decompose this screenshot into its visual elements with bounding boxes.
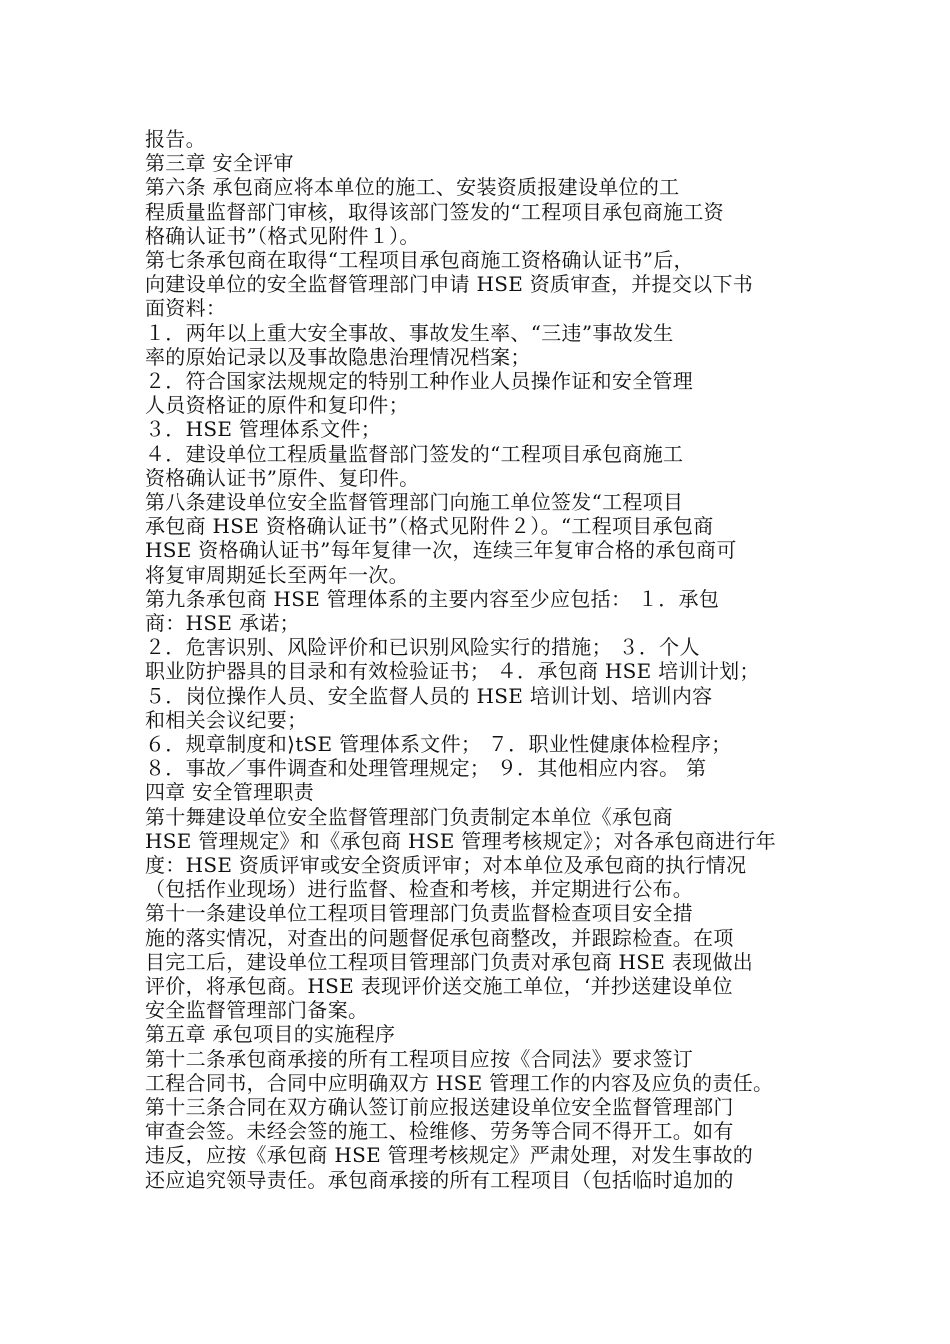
text-line: 度：HSE 资质评审或安全资质评审；对本单位及承包商的执行情况: [145, 853, 747, 877]
text-line: ３．HSE 管理体系文件；: [145, 417, 381, 442]
text-line: （包括作业现场）进行监督、检查和考核，并定期进行公布。: [145, 877, 694, 902]
text-line: ４．建设单位工程质量监督部门签发的“工程项目承包商施工: [145, 441, 684, 466]
text-line: 目完工后，建设单位工程项目管理部门负责对承包商 HSE 表现做出: [145, 949, 754, 974]
text-line: 第十三条合同在双方确认签订前应报送建设单位安全监督管理部门: [145, 1095, 734, 1119]
text-line: 将复审周期延长至两年一次。: [145, 562, 409, 587]
text-line: 安全监督管理部门备案。: [145, 998, 369, 1023]
text-line: 承包商 HSE 资格确认证书”（格式见附件２）。“工程项目承包商: [145, 514, 714, 539]
text-line: 第八条建设单位安全监督管理部门向施工单位签发“工程项目: [145, 490, 684, 514]
text-line: 第十二条承包商承接的所有工程项目应按《合同法》要求签订: [145, 1046, 694, 1071]
text-line: 和相关会议纪要；: [145, 707, 308, 732]
text-line: 格确认证书”（格式见附件１）。: [145, 223, 420, 248]
text-line: ５．岗位操作人员、安全监督人员的 HSE 培训计划、培训内容: [145, 683, 713, 708]
text-line: 第十舞建设单位安全监督管理部门负责制定本单位《承包商: [145, 804, 673, 829]
text-line: 第五章 承包项目的实施程序: [145, 1022, 396, 1047]
text-line: 评价，将承包商。HSE 表现评价送交施工单位，‘并抄送建设单位: [145, 974, 733, 998]
text-line: 第七条承包商在取得“工程项目承包商施工资格确认证书”后，: [145, 248, 694, 272]
text-line: 第九条承包商 HSE 管理体系的主要内容至少应包括： １．承包: [145, 586, 720, 611]
text-line: 第三章 安全评审: [145, 151, 294, 176]
text-line: 商：HSE 承诺；: [145, 611, 300, 635]
text-line: 资格确认证书”原件、复印件。: [145, 465, 420, 490]
text-line: 报告。: [145, 127, 206, 151]
text-line: HSE 管理规定》和《承包商 HSE 管理考核规定》；对各承包商进行年: [145, 828, 777, 853]
text-line: ６．规章制度和⟩tSE 管理体系文件； ７．职业性健康体检程序；: [145, 732, 732, 756]
text-line: 面资料：: [145, 296, 227, 321]
text-line: 违反，应按《承包商 HSE 管理考核规定》严肃处理，对发生事故的: [145, 1143, 754, 1168]
text-line: 职业防护器具的目录和有效检验证书； ４．承包商 HSE 培训计划；: [145, 659, 760, 684]
text-line: 四章 安全管理职责: [145, 780, 315, 805]
text-line: ２．危害识别、风险评价和已识别风险实行的措施； ３．个人: [145, 635, 700, 660]
text-line: 第六条 承包商应将本单位的施工、安装资质报建设单位的工: [145, 175, 680, 200]
text-line: ８．事故／事件调查和处理管理规定； ９．其他相应内容。 第: [145, 756, 707, 781]
text-line: １．两年以上重大安全事故、事故发生率、“三违”事故发生: [145, 320, 674, 345]
text-line: 第十一条建设单位工程项目管理部门负责监督检查项目安全措: [145, 901, 694, 926]
text-line: HSE 资格确认证书”每年复律一次，连续三年复审合格的承包商可: [145, 538, 737, 563]
text-line: 率的原始记录以及事故隐患治理情况档案；: [145, 344, 531, 369]
text-line: ２．符合国家法规规定的特别工种作业人员操作证和安全管理: [145, 369, 694, 393]
text-line: 向建设单位的安全监督管理部门申请 HSE 资质审查，并提交以下书: [145, 272, 754, 297]
text-line: 审查会签。未经会签的施工、检维修、劳务等合同不得开工。如有: [145, 1119, 734, 1144]
text-line: 人员资格证的原件和复印件；: [145, 393, 409, 418]
text-line: 还应追究领导责任。承包商承接的所有工程项目（包括临时追加的: [145, 1167, 734, 1192]
text-line: 工程合同书，合同中应明确双方 HSE 管理工作的内容及应负的责任。: [145, 1070, 774, 1095]
text-line: 施的落实情况，对查出的问题督促承包商整改，并跟踪检查。在项: [145, 925, 734, 950]
text-line: 程质量监督部门审核，取得该部门签发的“工程项目承包商施工资: [145, 199, 724, 224]
